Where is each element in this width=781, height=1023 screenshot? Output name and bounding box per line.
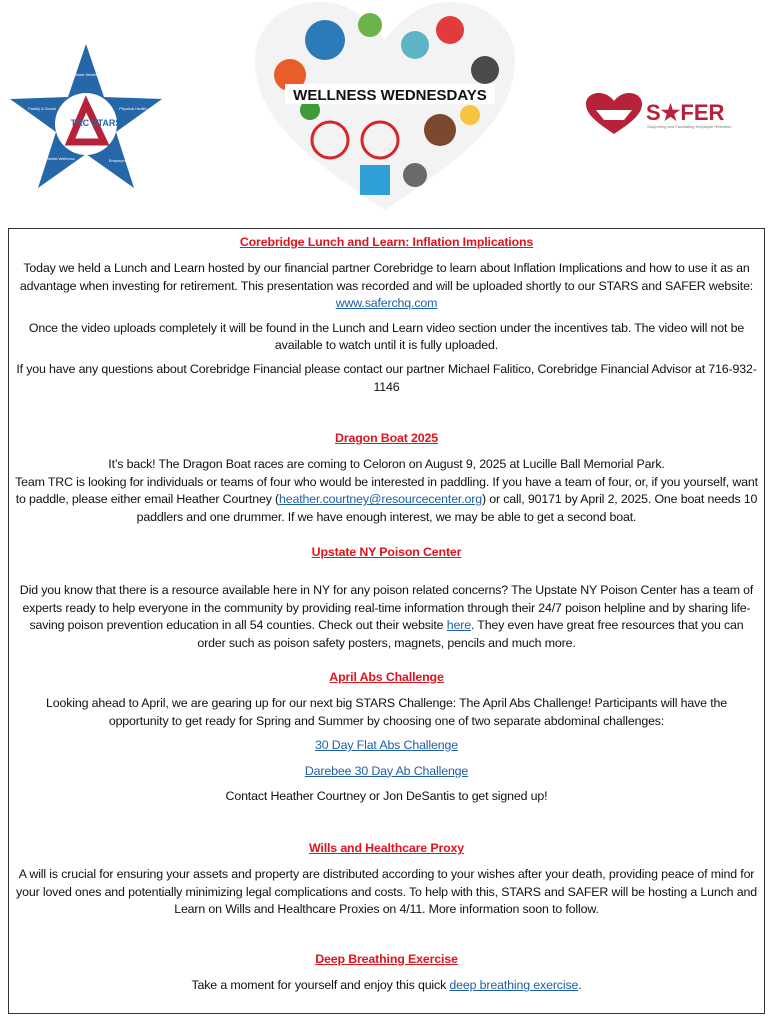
section-poison-center: Upstate NY Poison Center Did you know that there is a resource available here in NY for any poison related concerns? The Upstate NY Poison Center has a team of experts ready to help everyone in the community by providing real-time information through their 24/7 poison helpline and by sharing life-saving poison prevention education in all 54 counties. Check out their website here. They even have great free resources that you can order such as poison safety posters, magnets, pencils and much more. <box>9 544 764 659</box>
section-title: April Abs Challenge <box>329 670 444 684</box>
flat-abs-challenge-link[interactable]: 30 Day Flat Abs Challenge <box>315 738 458 753</box>
svg-text:Family & Social: Family & Social <box>28 106 56 111</box>
section-title: Dragon Boat 2025 <box>335 431 438 445</box>
section-abs-challenge: April Abs Challenge Looking ahead to April, we are gearing up for our next big STARS Challenge: The April Abs Challenge! Participants will have the opportunity to get ready for Spring and Summer by choosing one of two separate abdominal challenges: 30 Day Flat Abs Challenge Darebee 30 Day Ab Challenge Contact Heather Courtney or Jon DeSantis to get signed up! <box>9 669 764 812</box>
darebee-challenge-link[interactable]: Darebee 30 Day Ab Challenge <box>304 763 469 778</box>
banner-title: WELLNESS WEDNESDAYS <box>293 87 487 104</box>
safer-logo <box>584 92 754 138</box>
email-link[interactable]: heather.courtney@resourcecenter.org <box>279 492 482 507</box>
section-title: Wills and Healthcare Proxy <box>308 841 465 855</box>
svg-text:S★FER: S★FER <box>646 100 725 125</box>
svg-text:Supporting and Facilitating Em: Supporting and Facilitating Employee Retention <box>647 124 732 129</box>
section-corebridge: Corebridge Lunch and Learn: Inflation Implications Today we held a Lunch and Learn hosted by our financial partner Corebridge to learn about Inflation Implications and how to use it as an advantage when investing for retirement. This presentation was recorded and will be uploaded shortly to our STARS and SAFER website: www.saferchq.com Once the video uploads completely it will be found in the Lunch and Learn video section under the incentives tab. The video will not be available to watch until it is fully uploaded. If you have any questions about Corebridge Financial please contact our partner Michael Falitico, Corebridge Financial Advisor at 716-932-1146 <box>16 235 757 394</box>
wellness-wednesdays-banner <box>250 0 520 215</box>
breathing-exercise-link[interactable]: deep breathing exercise <box>449 978 579 993</box>
section-title: Corebridge Lunch and Learn: Inflation Implications <box>239 235 534 249</box>
svg-text:Basic Needs: Basic Needs <box>74 72 98 77</box>
website-link[interactable]: www.saferchq.com <box>335 296 438 311</box>
svg-text:Employment: Employment <box>108 158 132 163</box>
trc-stars-logo <box>8 42 164 190</box>
section-title: Upstate NY Poison Center <box>311 545 462 559</box>
svg-text:TRC STARS: TRC STARS <box>70 118 122 128</box>
section-deep-breathing: Deep Breathing Exercise Take a moment for yourself and enjoy this quick deep breathing exercise. <box>9 951 764 1002</box>
newsletter-content-box <box>8 228 765 1014</box>
section-wills: Wills and Healthcare Proxy A will is crucial for ensuring your assets and property are distributed according to your wishes after your death, providing peace of mind for your loved ones and potentially minimizing legal complications and costs. To help with this, STARS and SAFER will be hosting a Lunch and Learn on Wills and Healthcare Proxies on 4/11. More information soon to follow. <box>16 841 757 917</box>
svg-text:Mental Wellness: Mental Wellness <box>45 156 75 161</box>
svg-text:Physical Health: Physical Health <box>119 106 147 111</box>
section-title: Deep Breathing Exercise <box>315 952 458 966</box>
poison-center-link[interactable]: here <box>446 618 471 633</box>
section-dragon-boat: Dragon Boat 2025 It’s back! The Dragon Boat races are coming to Celoron on August 9, 2025 at Lucille Ball Memorial Park. Team TRC is looking for individuals or teams of four who would be interested in paddling. If you have a team of four, or, if you yourself, want to paddle, please either email Heather Courtney (heather.courtney@resourcecenter.org) or call, 90171 by April 2, 2025. One boat needs 10 paddlers and one drummer. If we have enough interest, we may be able to get a second boat. <box>15 431 758 524</box>
